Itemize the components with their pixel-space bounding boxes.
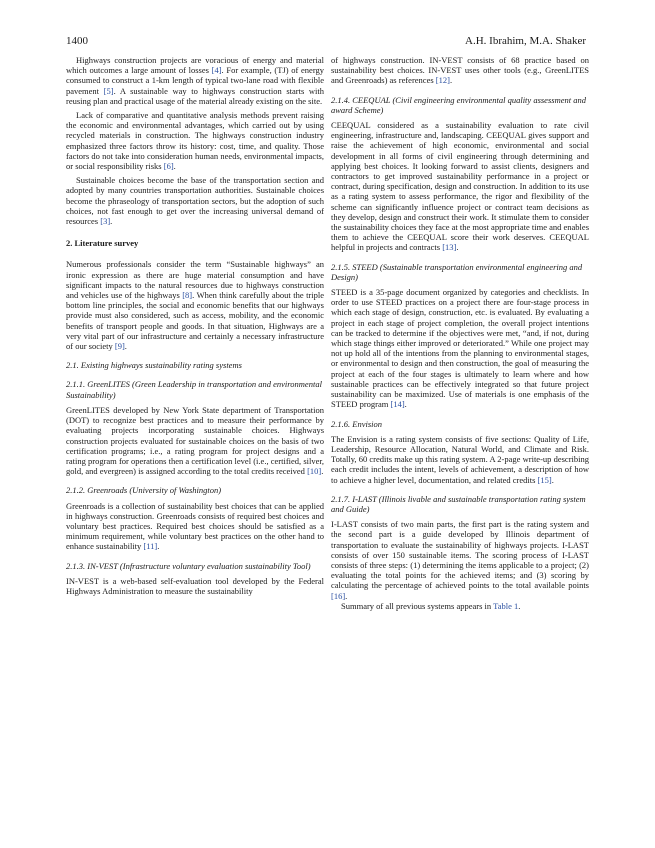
left-column xyxy=(66,55,324,596)
invest-paragraph: IN-VEST is a web-based self-evaluation tool developed by the Federal Highways Administration to measure the sustainability xyxy=(66,575,324,596)
citation-link[interactable]: [9] xyxy=(114,341,125,352)
summary-paragraph: Summary of all previous systems appears in Table 1. xyxy=(341,600,521,611)
citation-link[interactable]: [6] xyxy=(163,161,174,172)
running-head-authors: A.H. Ibrahim, M.A. Shaker xyxy=(465,35,586,47)
steed-paragraph: STEED is a 35-page document organized by categories and checklists. In order to use STEED practices on a project there are four-stage process in which each stage of design, construction, etc. is evaluated. By evaluating a project in each stage of project completion, the overall project intentions can be tracked to determine if the objectives were met, “and, if not, during which stage things either improved or deteriorated.” While one project may not up hold all of the intentions from the planning to environmental stages, or environmental to design and then construction, the goal of measuring the project at each of the four stages is ultimately to learn where and how sustainable practices can be effectively integrated so that future project sustainability can be maximized. Use of materials is one emphasis of the STEED program [14]. xyxy=(331,287,589,410)
right-column xyxy=(331,55,589,611)
greenroads-paragraph: Greenroads is a collection of sustainability best choices that can be applied in highways construction. Greenroads consists of required best choices and voluntary best practices. Required best choices should be satisfied as a minimum requirement, while voluntary best practices on the other hand to enhance sustainability [11]. xyxy=(66,500,324,552)
citation-link[interactable]: [5] xyxy=(103,85,114,96)
intro-paragraph-3: Sustainable choices become the base of the transportation section and adopted by many countries transportation authorities. Sustainable choices become the phraseology of transportation sectors, but the adoption of such choices, not fast enough to get over the increasing universal demand of resources [3]. xyxy=(66,175,324,227)
citation-link[interactable]: [8] xyxy=(182,290,193,301)
intro-paragraph-2: Lack of comparative and quantitative analysis methods prevent raising the economic and environmental advantages, which carried out by using recycled materials in construction. The highways construction industry emphasized three factors throw its history: cost, time, and quality. Those factors do not take into consideration human needs, environmental impacts, or social responsibility risks [6]. xyxy=(66,110,324,172)
page-number: 1400 xyxy=(66,35,88,47)
table-reference-link[interactable]: Table 1 xyxy=(493,600,519,611)
greenlites-paragraph: GreenLITES developed by New York State department of Transportation (DOT) to recognize best practices and to measure their performance by evaluating projects incorporating sustainable choices. Highways construction projects evaluated for sustainable choices on the basis of two certification programs; i.e., a rating program for project designs and a rating program for operations then a certification level (i.e., certified, silver, gold, and evergreen) is assigned according to the total credits received [10]. xyxy=(66,404,324,477)
citation-link[interactable]: [13] xyxy=(442,242,457,253)
section-heading-literature-survey: 2. Literature survey xyxy=(66,238,139,249)
subsubsection-heading-invest: 2.1.3. IN-VEST (Infrastructure voluntary evaluation sustainability Tool) xyxy=(66,560,311,571)
envision-paragraph: The Envision is a rating system consists of five sections: Quality of Life, Leadership, Resource Allocation, Natural World, and Climate and Risk. Totally, 60 credits make up this rating system. A 2-page write-up describing each credit includes the intent, levels of achievement, a description of how to achieve a higher level, documentation, and related credits [15]. xyxy=(331,433,589,485)
subsubsection-heading-ilast: 2.1.7. I-LAST (Illinois livable and sustainable transportation rating system and Guide) xyxy=(331,493,586,514)
ilast-paragraph: I-LAST consists of two main parts, the first part is the rating system and the second part is a guide developed by Illinois department of transportation to evaluate the sustainability of highways projects. I-LAST consists of over 150 sustainable items. The scoring process of I-LAST consists of three steps: (1) determining the items applicable to a project; (2) evaluating the total points for the achieved items; and (3) scoring by calculating the percentage of achieved points to the total available points [16]. xyxy=(331,519,589,601)
subsubsection-heading-ceequal: 2.1.4. CEEQUAL (Civil engineering environmental quality assessment and award Scheme) xyxy=(331,94,586,115)
invest-paragraph-continued: of highways construction. IN-VEST consists of 68 practice based on sustainability best choices. IN-VEST uses other tools (e.g., GreenLITES and Greenroads) as references [12]. xyxy=(331,55,589,86)
subsubsection-heading-greenroads: 2.1.2. Greenroads (University of Washington) xyxy=(66,485,222,496)
literature-paragraph: Numerous professionals consider the term “Sustainable highways” an ironic expression as there are huge material consumption and have significant impacts to the natural resources due to highways construction and vehicles use of the highways [8]. When think carefully about the triple bottom line principles, the social and economic benefits that our highways provide must also considered, such as access, mobility, and the economic benefits of transport people and goods. In that situation, Highways are a very vital part of our infrastructure and certainly a necessary infrastructure of our society [9]. xyxy=(66,259,325,352)
citation-link[interactable]: [10] xyxy=(307,466,322,477)
citation-link[interactable]: [12] xyxy=(435,75,450,86)
subsubsection-heading-steed: 2.1.5. STEED (Sustainable transportation environmental engineering and Design) xyxy=(331,261,583,282)
subsection-heading-rating-systems: 2.1. Existing highways sustainability rating systems xyxy=(66,360,242,371)
citation-link[interactable]: [4] xyxy=(211,65,222,76)
ceequal-paragraph: CEEQUAL considered as a sustainability evaluation to rate civil engineering, infrastructure and, landscaping. CEEQUAL gives support and raise the achievement of high economic, environmental and social development in all forms of civil engineering through determining and applying best choices. It looking forward to assist clients, designers and contractors to get improved sustainability performance in a project or contract, during specification, design and construction. In addition to its use as a rating system to assess performance, the rigor and flexibility of the scheme can significantly influence project or contract team decisions as they develop, design and construct their work. It stimulate them to consider the sustainability choices they face at the most appropriate time and enables them to achieve the CEEQUAL score their work deserves. CEEQUAL helpful in projects and contracts [13]. xyxy=(331,120,590,253)
subsubsection-heading-envision: 2.1.6. Envision xyxy=(331,418,382,429)
citation-link[interactable]: [3] xyxy=(100,216,111,227)
citation-link[interactable]: [16] xyxy=(331,590,346,601)
citation-link[interactable]: [11] xyxy=(143,541,158,552)
subsubsection-heading-greenlites: 2.1.1. GreenLITES (Green Leadership in transportation and environmental Sustainability) xyxy=(66,379,322,400)
intro-paragraph-1: Highways construction projects are voracious of energy and material which outcomes a large amount of losses [4]. For example, (TJ) of energy consumed to construct a 1-km length of typical two-lane road with flexible pavement [5]. A sustainable way to highways construction starts with reusing plan and practical usage of the material already existing on the site. xyxy=(66,55,324,106)
citation-link[interactable]: [14] xyxy=(390,399,405,410)
citation-link[interactable]: [15] xyxy=(537,474,552,485)
